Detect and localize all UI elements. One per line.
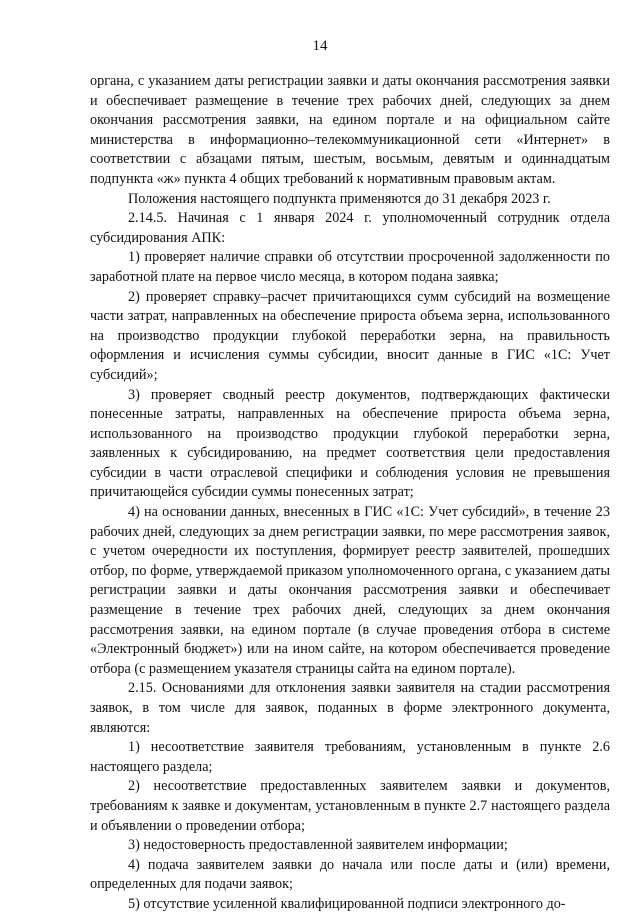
document-body xyxy=(90,72,610,915)
paragraph-applicability: Положения настоящего подпункта применяются до 31 декабря 2023 г. xyxy=(128,190,551,207)
paragraph-2-14-5: 2.14.5. Начиная с 1 января 2024 г. уполномоченный сотрудник отдела субсидирования АПК: xyxy=(90,210,610,246)
list-item-2: 2) проверяет справку–расчет причитающихся сумм субсидий на возмещение части затрат, направленных на обеспечение прироста объема зерна, использованного на производство продукции глубокой переработки зерна, на правильность оформления и исчисления суммы субсидии, вносит данные в ГИС «1С: Учет субсидий»; xyxy=(90,288,610,383)
page-number: 14 xyxy=(312,38,328,54)
list-item-3: 3) проверяет сводный реестр документов, подтверждающих фактически понесенные затраты, направленных на обеспечение прироста объема зерна, использованного на производство продукции глубокой переработки зерна, заявленных к субсидированию, на предмет соответствия цели предоставления субсидии в части отраслевой специфики и соблюдения условия не превышения причитающейся субсидии суммы понесенных затрат; xyxy=(90,386,610,501)
rejection-reason-5: 5) отсутствие усиленной квалифицированной подписи электронного до- xyxy=(128,895,566,912)
rejection-reason-4: 4) подача заявителем заявки до начала или после даты и (или) времени, определенных для подачи заявок; xyxy=(90,856,610,893)
list-item-1: 1) проверяет наличие справки об отсутствии просроченной задолженности по заработной плате на первое число месяца, в котором подана заявка; xyxy=(90,249,610,285)
paragraph-2-15: 2.15. Основаниями для отклонения заявки заявителя на стадии рассмотрения заявок, в том числе для заявок, поданных в форме электронного документа, являются: xyxy=(90,680,610,736)
rejection-reason-2: 2) несоответствие предоставленных заявителем заявки и документов, требованиям к заявке и документам, установленным в пункте 2.7 настоящего раздела и объявлении о проведении отбора; xyxy=(90,778,610,834)
list-item-4: 4) на основании данных, внесенных в ГИС «1С: Учет субсидий», в течение 23 рабочих дней, следующих за днем регистрации заявки, по мере рассмотрения заявок, с учетом очередности их поступления, формирует реестр заявителей, прошедших отбор, по форме, утверждаемой приказом уполномоченного органа, с указанием даты регистрации заявки и даты окончания рассмотрения заявки и обеспечивает размещение в течение трех рабочих дней, следующих за днем окончания рассмотрения заявки, на едином портале (в случае проведения отбора в системе «Электронный бюджет») или на ином сайте, на котором обеспечивается проведение отбора (с размещением указателя страницы сайта на едином портале). xyxy=(90,504,610,677)
paragraph-continuation: органа, с указанием даты регистрации заявки и даты окончания рассмотрения заявки и обеспечивает размещение в течение трех рабочих дней, следующих за днем окончания рассмотрения заявки, на едином портале и на официальном сайте министерства в информационно–телекоммуникационной сети «Интернет» в соответствии с абзацами пятым, шестым, восьмым, девятым и одиннадцатым подпункта «ж» пункта 4 общих требований к нормативным правовым актам. xyxy=(90,73,610,187)
rejection-reason-1: 1) несоответствие заявителя требованиям, установленным в пункте 2.6 настоящего раздела; xyxy=(90,739,610,775)
rejection-reason-3: 3) недостоверность предоставленной заявителем информации; xyxy=(128,837,508,854)
